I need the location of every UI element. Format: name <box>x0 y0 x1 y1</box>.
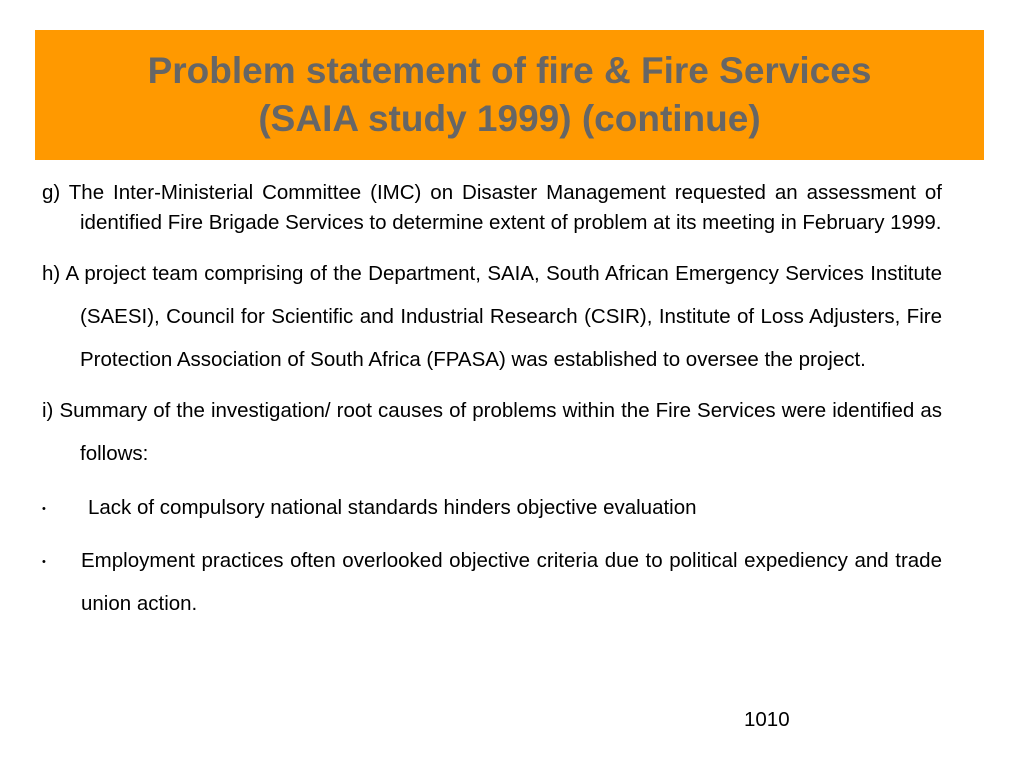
title-bar <box>35 30 984 160</box>
paragraph-h: h) A project team comprising of the Department, SAIA, South African Emergency Services Institute (SAESI), Council for Scientific and Industrial Research (CSIR), Institute of Loss Adjusters, Fire Protection Association of South Africa (FPASA) was established to oversee the project. <box>42 262 942 371</box>
slide-body <box>42 178 942 625</box>
bullet-item <box>42 539 942 625</box>
bullet-item <box>42 486 942 529</box>
bullet-text: Employment practices often overlooked objective criteria due to political expediency and trade union action. <box>81 549 942 615</box>
bullet-icon: • <box>42 503 46 515</box>
paragraph-i: i) Summary of the investigation/ root causes of problems within the Fire Services were identified as follows: <box>42 399 942 465</box>
paragraph-g: g) The Inter-Ministerial Committee (IMC) on Disaster Management requested an assessment of identified Fire Brigade Services to determine extent of problem at its meeting in February 1999. <box>42 181 942 234</box>
slide-title-line-1: Problem statement of fire & Fire Services <box>147 50 872 91</box>
bullet-icon: • <box>42 556 46 568</box>
slide-title-line-2: (SAIA study 1999) (continue) <box>258 98 761 139</box>
page-number: 1010 <box>744 708 790 731</box>
bullet-text: Lack of compulsory national standards hinders objective evaluation <box>88 496 697 519</box>
slide-title <box>60 47 960 143</box>
